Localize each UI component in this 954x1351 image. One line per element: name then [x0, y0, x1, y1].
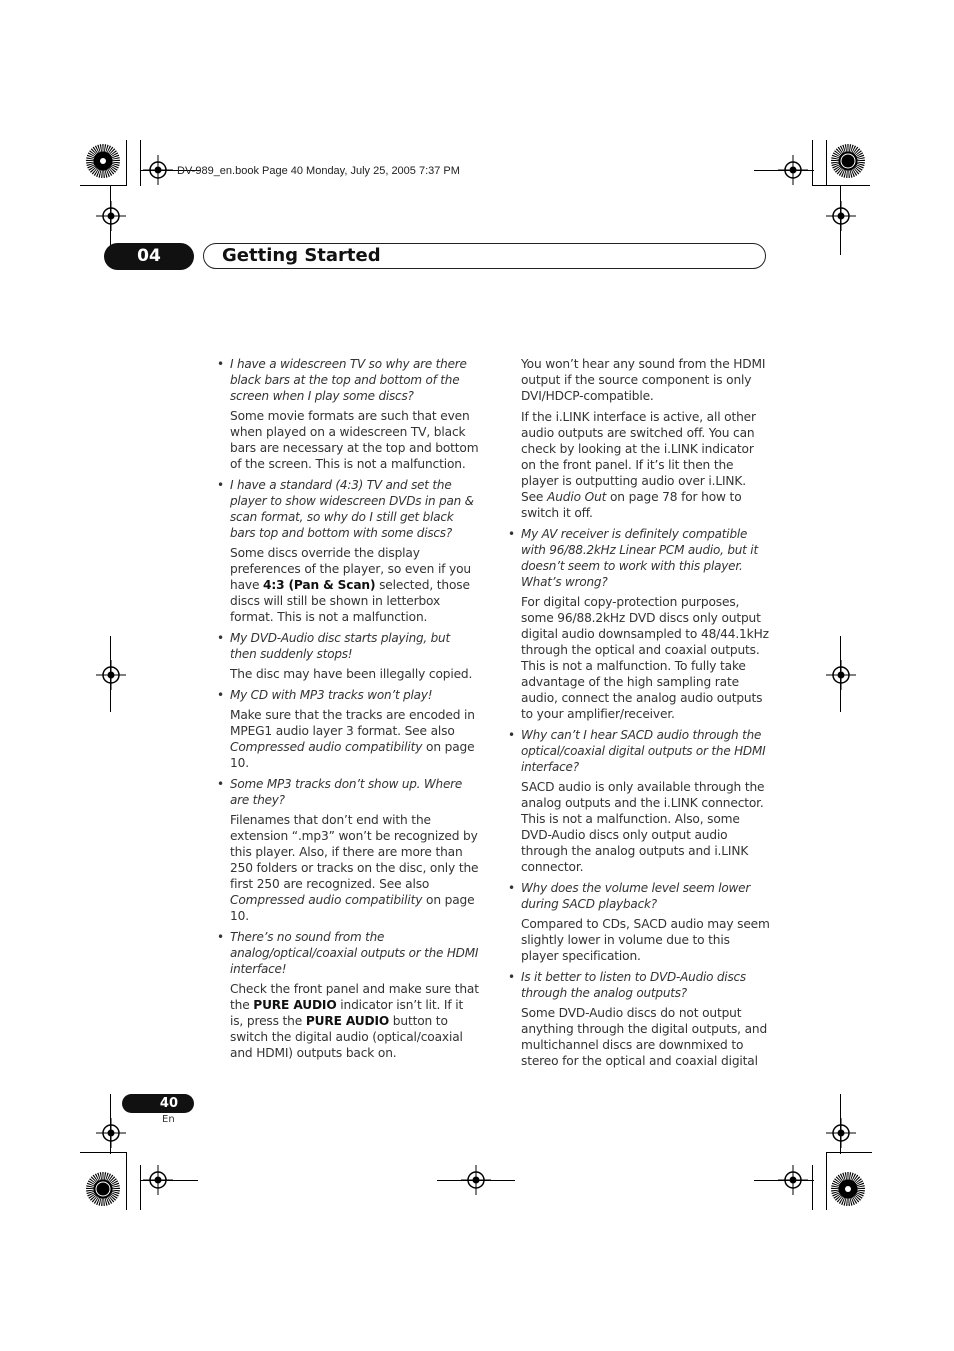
right-column [508, 356, 770, 1074]
faq-question: • Is it better to listen to DVD-Audio discs through the analog outputs? [508, 969, 770, 1001]
starburst-target-icon [829, 1170, 867, 1208]
page-language: En [162, 1114, 175, 1125]
faq-answer: For digital copy-protection purposes, some 96/88.2kHz DVD discs only output digital audio downsampled to 48/44.1kHz through the optical and coaxial outputs. This is not a malfunction. To fully take advantage of the high sampling rate audio, connect the analog audio outputs to your amplifier/receiver. [521, 595, 769, 721]
registration-mark-icon [96, 1118, 126, 1148]
registration-mark-icon [778, 155, 808, 185]
faq-question: • Why does the volume level seem lower during SACD playback? [508, 880, 770, 912]
registration-mark-icon [826, 660, 856, 690]
starburst-target-icon [84, 1170, 122, 1208]
faq-question: • My CD with MP3 tracks won’t play! [217, 687, 479, 703]
faq-answer: You won’t hear any sound from the HDMI output if the source component is only DVI/HDCP-compatible. [521, 357, 766, 403]
file-info-slug: DV-989_en.book Page 40 Monday, July 25, 2005 7:37 PM [177, 165, 460, 177]
registration-mark-icon [96, 660, 126, 690]
faq-question: • I have a widescreen TV so why are there black bars at the top and bottom of the screen when I play some discs? [217, 356, 479, 404]
faq-answer: SACD audio is only available through the analog outputs and the i.LINK connector. This is not a malfunction. Also, some DVD-Audio discs only output audio through the analog outputs and i.LINK connector. [521, 780, 765, 874]
registration-mark-icon [143, 155, 173, 185]
faq-question: • My DVD-Audio disc starts playing, but then suddenly stops! [217, 630, 479, 662]
faq-answer: Check the front panel and make sure that the PURE AUDIO indicator isn’t lit. If it is, press the PURE AUDIO button to switch the digital audio (optical/coaxial and HDMI) outputs back on. [230, 982, 479, 1060]
faq-answer: Some discs override the display preferences of the player, so even if you have 4:3 (Pan & Scan) selected, those discs will still be shown in letterbox format. This is not a malfunction. [230, 546, 471, 624]
faq-answer: Some movie formats are such that even when played on a widescreen TV, black bars are necessary at the top and bottom of the screen. This is not a malfunction. [230, 409, 479, 471]
registration-mark-icon [96, 201, 126, 231]
registration-mark-icon [778, 1165, 808, 1195]
faq-answer: Compared to CDs, SACD audio may seem slightly lower in volume due to this player specification. [521, 917, 770, 963]
registration-mark-icon [826, 1118, 856, 1148]
faq-question: • I have a standard (4:3) TV and set the player to show widescreen DVDs in pan & scan format, so why do I still get black bars top and bottom with some discs? [217, 477, 479, 541]
starburst-target-icon [84, 142, 122, 180]
registration-mark-icon [826, 201, 856, 231]
faq-question: • My AV receiver is definitely compatible with 96/88.2kHz Linear PCM audio, but it doesn’t seem to work with this player. What’s wrong? [508, 526, 770, 590]
faq-answer: The disc may have been illegally copied. [230, 667, 473, 681]
chapter-number: 04 [104, 243, 194, 270]
faq-answer: If the i.LINK interface is active, all other audio outputs are switched off. You can check by looking at the i.LINK indicator on the front panel. If it’s lit then the player is outputting audio over i.LINK. See Audio Out on page 78 for how to switch it off. [521, 410, 756, 520]
faq-answer: Filenames that don’t end with the extension “.mp3” won’t be recognized by this player. Also, if there are more than 250 folders or tracks on the disc, only the first 250 are recognized. See also Compressed audio compatibility on page 10. [230, 813, 479, 923]
registration-mark-icon [461, 1165, 491, 1195]
page-number: 40 [122, 1094, 194, 1113]
faq-answer: Make sure that the tracks are encoded in MPEG1 audio layer 3 format. See also Compressed audio compatibility on page 10. [230, 708, 475, 770]
faq-question: • Why can’t I hear SACD audio through the optical/coaxial digital outputs or the HDMI interface? [508, 727, 770, 775]
faq-question: • Some MP3 tracks don’t show up. Where are they? [217, 776, 479, 808]
starburst-target-icon [829, 142, 867, 180]
left-column [217, 356, 479, 1066]
registration-mark-icon [143, 1165, 173, 1195]
faq-question: • There’s no sound from the analog/optical/coaxial outputs or the HDMI interface! [217, 929, 479, 977]
chapter-title-box [203, 243, 766, 269]
faq-answer: Some DVD-Audio discs do not output anything through the digital outputs, and multichannel discs are downmixed to stereo for the optical and coaxial digital [521, 1006, 768, 1068]
chapter-title: Getting Started [222, 245, 381, 266]
